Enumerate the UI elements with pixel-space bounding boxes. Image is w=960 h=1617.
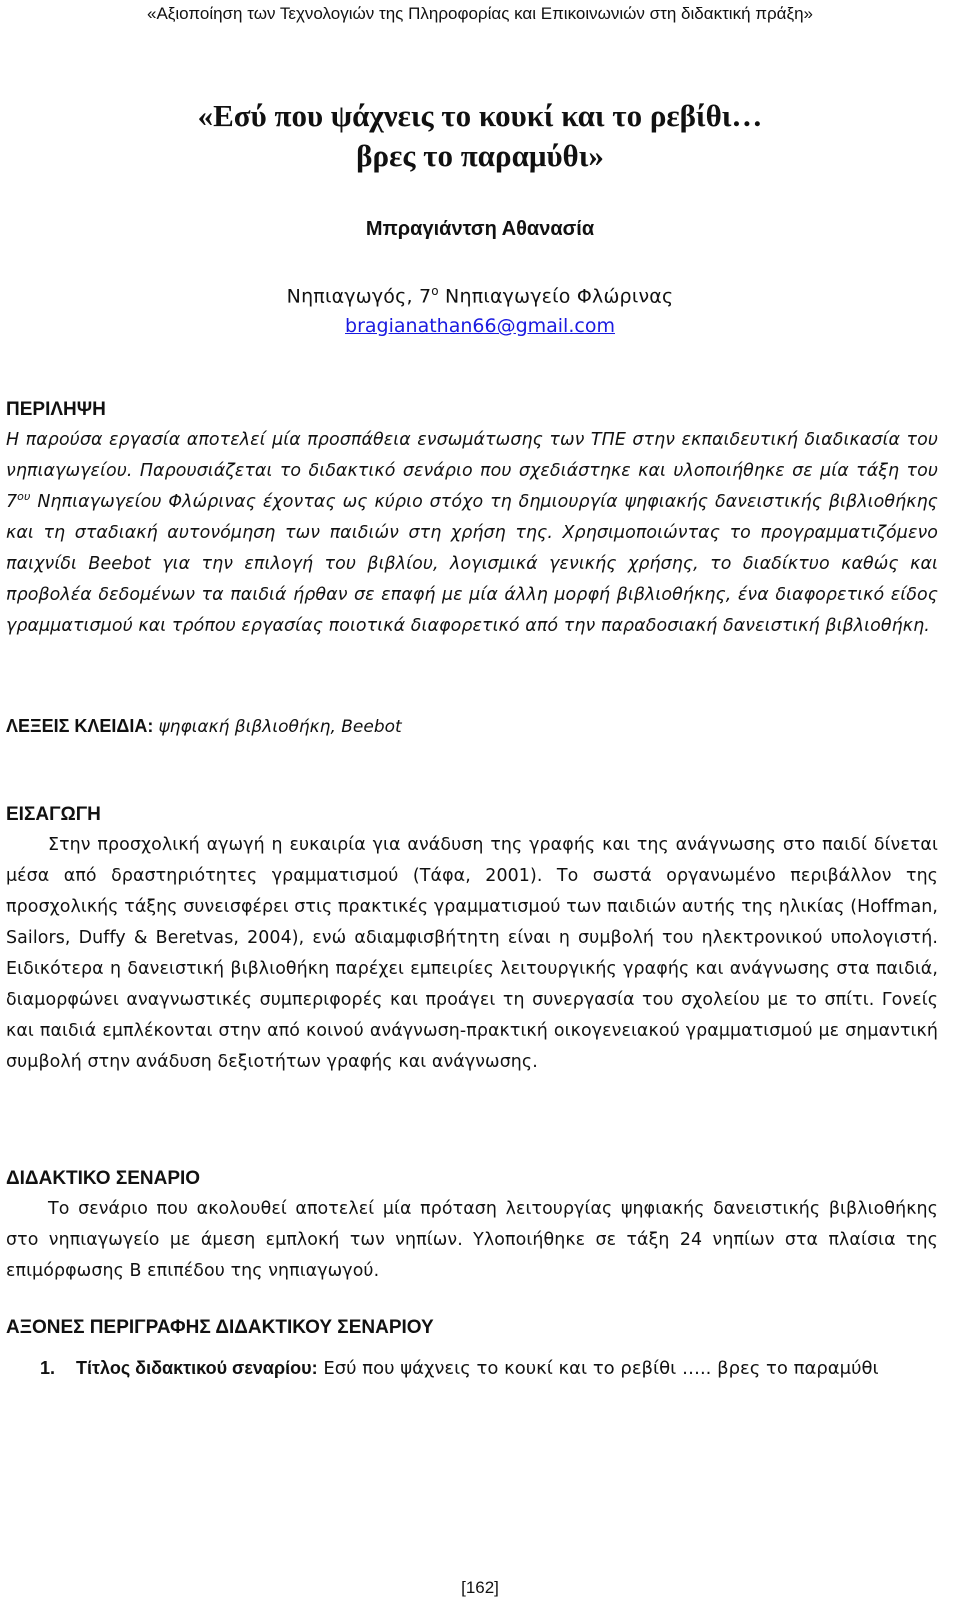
axes-section: [6, 1316, 938, 1340]
keywords-label: ΛΕΞΕΙΣ ΚΛΕΙΔΙΑ:: [6, 716, 154, 736]
author-affiliation: [0, 284, 960, 307]
list-item-body: [76, 1353, 932, 1384]
email-link[interactable]: bragianathan66@gmail.com: [345, 315, 615, 337]
list-item-label: Τίτλος διδακτικού σεναρίου:: [76, 1358, 318, 1378]
title-line-1: «Εσύ που ψάχνεις το κουκί και το ρεβίθι…: [197, 98, 763, 133]
affiliation-sup: ο: [431, 284, 439, 298]
axes-heading: ΑΞΟΝΕΣ ΠΕΡΙΓΡΑΦΗΣ ΔΙΔΑΚΤΙΚΟΥ ΣΕΝΑΡΙΟΥ: [6, 1317, 434, 1338]
page-number: [162]: [461, 1578, 499, 1597]
list-item-text: Εσύ που ψάχνεις το κουκί και το ρεβίθι ….. βρες το παραμύθι: [317, 1358, 879, 1379]
abstract-text-part1: Η παρούσα εργασία αποτελεί μία προσπάθεια ενσωμάτωσης των ΤΠΕ στην εκπαιδευτική διαδικασία του νηπιαγωγείου. Παρουσιάζεται το διδακτικό σενάριο που σχεδιάστηκε και υλοποιήθηκε σε μία τάξη του 7: [6, 430, 938, 512]
abstract-text-part2: Νηπιαγωγείου Φλώρινας έχοντας ως κύριο στόχο τη δημιουργία ψηφιακής δανειστικής βιβλιοθήκης και τη σταδιακή αυτονόμηση των παιδιών στη χρήση της. Χρησιμοποιώντας το προγραμματιζόμενο παιχνίδι Beebot για την επιλογή του βιβλίου, λογισμικά γενικής χρήσης, το διαδίκτυο καθώς και προβολέα δεδομένων τα παιδιά ήρθαν σε επαφή με μία άλλη μορφή βιβλιοθήκης, ένα διαφορετικό είδος γραμματισμού και τρόπου εργασίας ποιοτικά διαφορετικό από την παραδοσιακή δανειστική βιβλιοθήκη.: [6, 492, 938, 636]
keywords-section: [6, 716, 938, 737]
running-header: «Αξιοποίηση των Τεχνολογιών της Πληροφορίας και Επικοινωνιών στη διδακτική πράξη»: [146, 4, 813, 23]
abstract-section: [6, 398, 938, 642]
scenario-heading: ΔΙΔΑΚΤΙΚΟ ΣΕΝΑΡΙΟ: [6, 1168, 201, 1189]
abstract-text: [6, 425, 938, 642]
abstract-heading: ΠΕΡΙΛΗΨΗ: [6, 399, 106, 420]
abstract-sup: ου: [17, 490, 31, 504]
paper-title: [0, 96, 960, 176]
keywords-text: ψηφιακή βιβλιοθήκη, Beebot: [158, 717, 402, 737]
list-item: [40, 1353, 932, 1384]
scenario-section: [6, 1167, 938, 1287]
list-item-number: 1.: [40, 1358, 56, 1378]
introduction-section: [6, 803, 938, 1078]
introduction-text: Στην προσχολική αγωγή η ευκαιρία για ανάδυση της γραφής και της ανάγνωσης στο παιδί δίνεται μέσα από δραστηριότητες γραμματισμού (Τάφα, 2001). Το σωστά οργανωμένο περιβάλλον της προσχολικής τάξης συνεισφέρει στις πρακτικές γραμματισμού των παιδιών αυτής της ηλικίας (Hoffman, Sailors, Duffy & Beretvas, 2004), ενώ αδιαμφισβήτητη είναι η συμβολή του ηλεκτρονικού υπολογιστή. Ειδικότερα η δανειστική βιβλιοθήκη παρέχει εμπειρίες λειτουργικής γραφής και ανάγνωσης στα παιδιά, διαμορφώνει αναγνωστικές συμπεριφορές και προάγει τη συνεργασία του σχολείου με το σπίτι. Γονείς και παιδιά εμπλέκονται στην από κοινού ανάγνωση-πρακτική οικογενειακού γραμματισμού με σημαντική συμβολή στην ανάδυση δεξιοτήτων γραφής και ανάγνωσης.: [6, 835, 938, 1072]
affiliation-suffix: Νηπιαγωγείο Φλώρινας: [438, 285, 674, 308]
title-line-2: βρες το παραμύθι»: [356, 138, 604, 173]
scenario-text: Το σενάριο που ακολουθεί αποτελεί μία πρόταση λειτουργίας ψηφιακής δανειστικής βιβλιοθήκης στο νηπιαγωγείο με άμεση εμπλοκή των νηπίων. Υλοποιήθηκε σε τάξη 24 νηπίων στα πλαίσια της επιμόρφωσης Β επιπέδου της νηπιαγωγού.: [6, 1199, 938, 1281]
introduction-heading: ΕΙΣΑΓΩΓΗ: [6, 804, 101, 825]
author-name: Μπραγιάντση Αθανασία: [365, 218, 595, 240]
author-email: [0, 315, 960, 337]
affiliation-prefix: Νηπιαγωγός, 7: [286, 285, 432, 308]
